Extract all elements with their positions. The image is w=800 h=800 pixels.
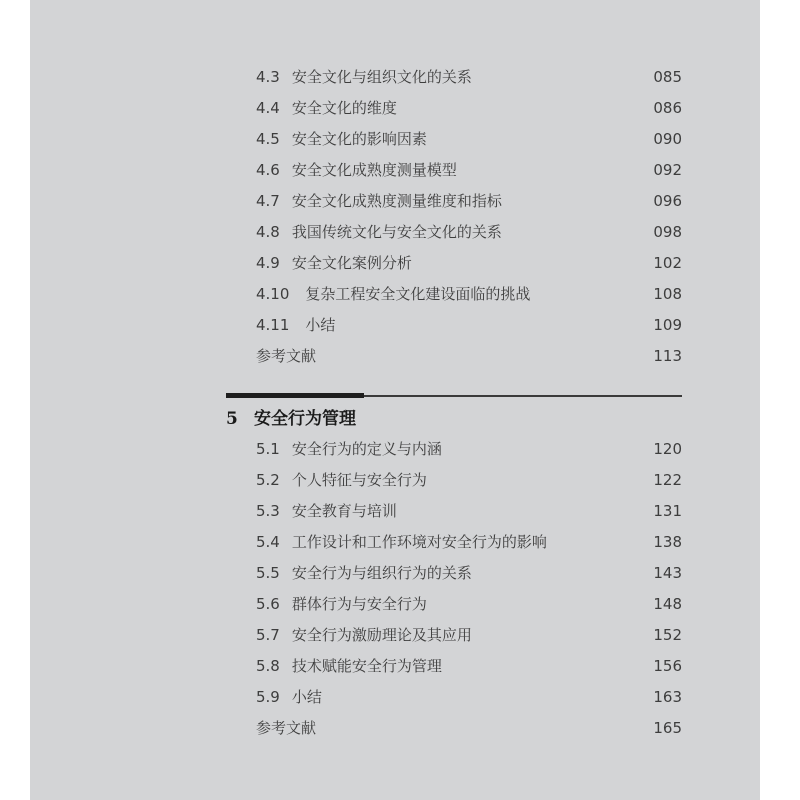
- toc-entry-4-9[interactable]: [256, 251, 682, 275]
- entry-page-number: 098: [653, 223, 682, 241]
- entry-title: 安全文化的影响因素: [291, 130, 427, 148]
- entry-page-number: 148: [653, 595, 682, 613]
- toc-entry-5-9[interactable]: [256, 685, 682, 709]
- toc-entry-4-5[interactable]: [256, 127, 682, 151]
- entry-page-number: 085: [653, 68, 682, 86]
- entry-title: 安全教育与培训: [291, 502, 397, 520]
- entry-title: 技术赋能安全行为管理: [291, 657, 442, 675]
- entry-number: 5.7: [256, 626, 280, 644]
- toc-entry-5-8[interactable]: [256, 654, 682, 678]
- entry-page-number: 102: [653, 254, 682, 272]
- toc-entry-5-1[interactable]: [256, 437, 682, 461]
- entry-number: 5.8: [256, 657, 280, 675]
- entry-title: 复杂工程安全文化建设面临的挑战: [305, 285, 531, 303]
- toc-entry-4-6[interactable]: [256, 158, 682, 182]
- chapter-title: 安全行为管理: [254, 409, 356, 429]
- toc-entry-4-4[interactable]: [256, 96, 682, 120]
- entry-title: 安全文化案例分析: [291, 254, 412, 272]
- entry-number: 4.11: [256, 316, 290, 334]
- toc-entry-references-5[interactable]: [256, 716, 682, 740]
- entry-title: 工作设计和工作环境对安全行为的影响: [291, 533, 547, 551]
- toc-entry-4-8[interactable]: [256, 220, 682, 244]
- toc-entry-5-2[interactable]: [256, 468, 682, 492]
- toc-entry-4-10[interactable]: [256, 282, 682, 306]
- chapter-5-heading[interactable]: [226, 406, 356, 432]
- entry-number: 5.4: [256, 533, 280, 551]
- toc-entry-4-11[interactable]: [256, 313, 682, 337]
- entry-page-number: 092: [653, 161, 682, 179]
- entry-page-number: 122: [653, 471, 682, 489]
- toc-entry-5-5[interactable]: [256, 561, 682, 585]
- entry-title: 参考文献: [256, 347, 317, 365]
- entry-number: 5.1: [256, 440, 280, 458]
- book-page: [30, 0, 760, 800]
- entry-number: 4.5: [256, 130, 280, 148]
- entry-title: 安全行为的定义与内涵: [291, 440, 442, 458]
- entry-title: 安全文化与组织文化的关系: [291, 68, 472, 86]
- entry-page-number: 109: [653, 316, 682, 334]
- entry-number: 4.8: [256, 223, 280, 241]
- entry-title: 小结: [291, 688, 322, 706]
- entry-number: 5.2: [256, 471, 280, 489]
- entry-page-number: 138: [653, 533, 682, 551]
- entry-number: 4.7: [256, 192, 280, 210]
- entry-page-number: 152: [653, 626, 682, 644]
- entry-number: 5.6: [256, 595, 280, 613]
- entry-page-number: 086: [653, 99, 682, 117]
- toc-entry-4-3[interactable]: [256, 65, 682, 89]
- chapter-number: 5: [226, 409, 238, 429]
- toc-entry-5-3[interactable]: [256, 499, 682, 523]
- entry-title: 群体行为与安全行为: [291, 595, 427, 613]
- entry-number: 5.3: [256, 502, 280, 520]
- toc-entry-5-7[interactable]: [256, 623, 682, 647]
- entry-page-number: 143: [653, 564, 682, 582]
- entry-title: 我国传统文化与安全文化的关系: [291, 223, 502, 241]
- entry-title: 小结: [305, 316, 336, 334]
- toc-entry-5-4[interactable]: [256, 530, 682, 554]
- entry-title: 安全文化的维度: [291, 99, 397, 117]
- chapter-divider-accent: [226, 393, 364, 398]
- entry-number: 4.4: [256, 99, 280, 117]
- entry-number: 4.10: [256, 285, 290, 303]
- entry-page-number: 165: [653, 719, 682, 737]
- entry-page-number: 113: [653, 347, 682, 365]
- entry-number: 5.5: [256, 564, 280, 582]
- entry-number: 5.9: [256, 688, 280, 706]
- entry-page-number: 156: [653, 657, 682, 675]
- entry-title: 安全行为激励理论及其应用: [291, 626, 472, 644]
- entry-page-number: 090: [653, 130, 682, 148]
- toc-entry-5-6[interactable]: [256, 592, 682, 616]
- entry-page-number: 108: [653, 285, 682, 303]
- entry-page-number: 131: [653, 502, 682, 520]
- entry-page-number: 096: [653, 192, 682, 210]
- entry-number: 4.9: [256, 254, 280, 272]
- entry-page-number: 120: [653, 440, 682, 458]
- entry-title: 安全文化成熟度测量模型: [291, 161, 457, 179]
- toc-entry-4-7[interactable]: [256, 189, 682, 213]
- entry-title: 安全文化成熟度测量维度和指标: [291, 192, 502, 210]
- entry-title: 参考文献: [256, 719, 317, 737]
- toc-entry-references-4[interactable]: [256, 344, 682, 368]
- entry-number: 4.6: [256, 161, 280, 179]
- entry-number: 4.3: [256, 68, 280, 86]
- entry-title: 安全行为与组织行为的关系: [291, 564, 472, 582]
- entry-title: 个人特征与安全行为: [291, 471, 427, 489]
- entry-page-number: 163: [653, 688, 682, 706]
